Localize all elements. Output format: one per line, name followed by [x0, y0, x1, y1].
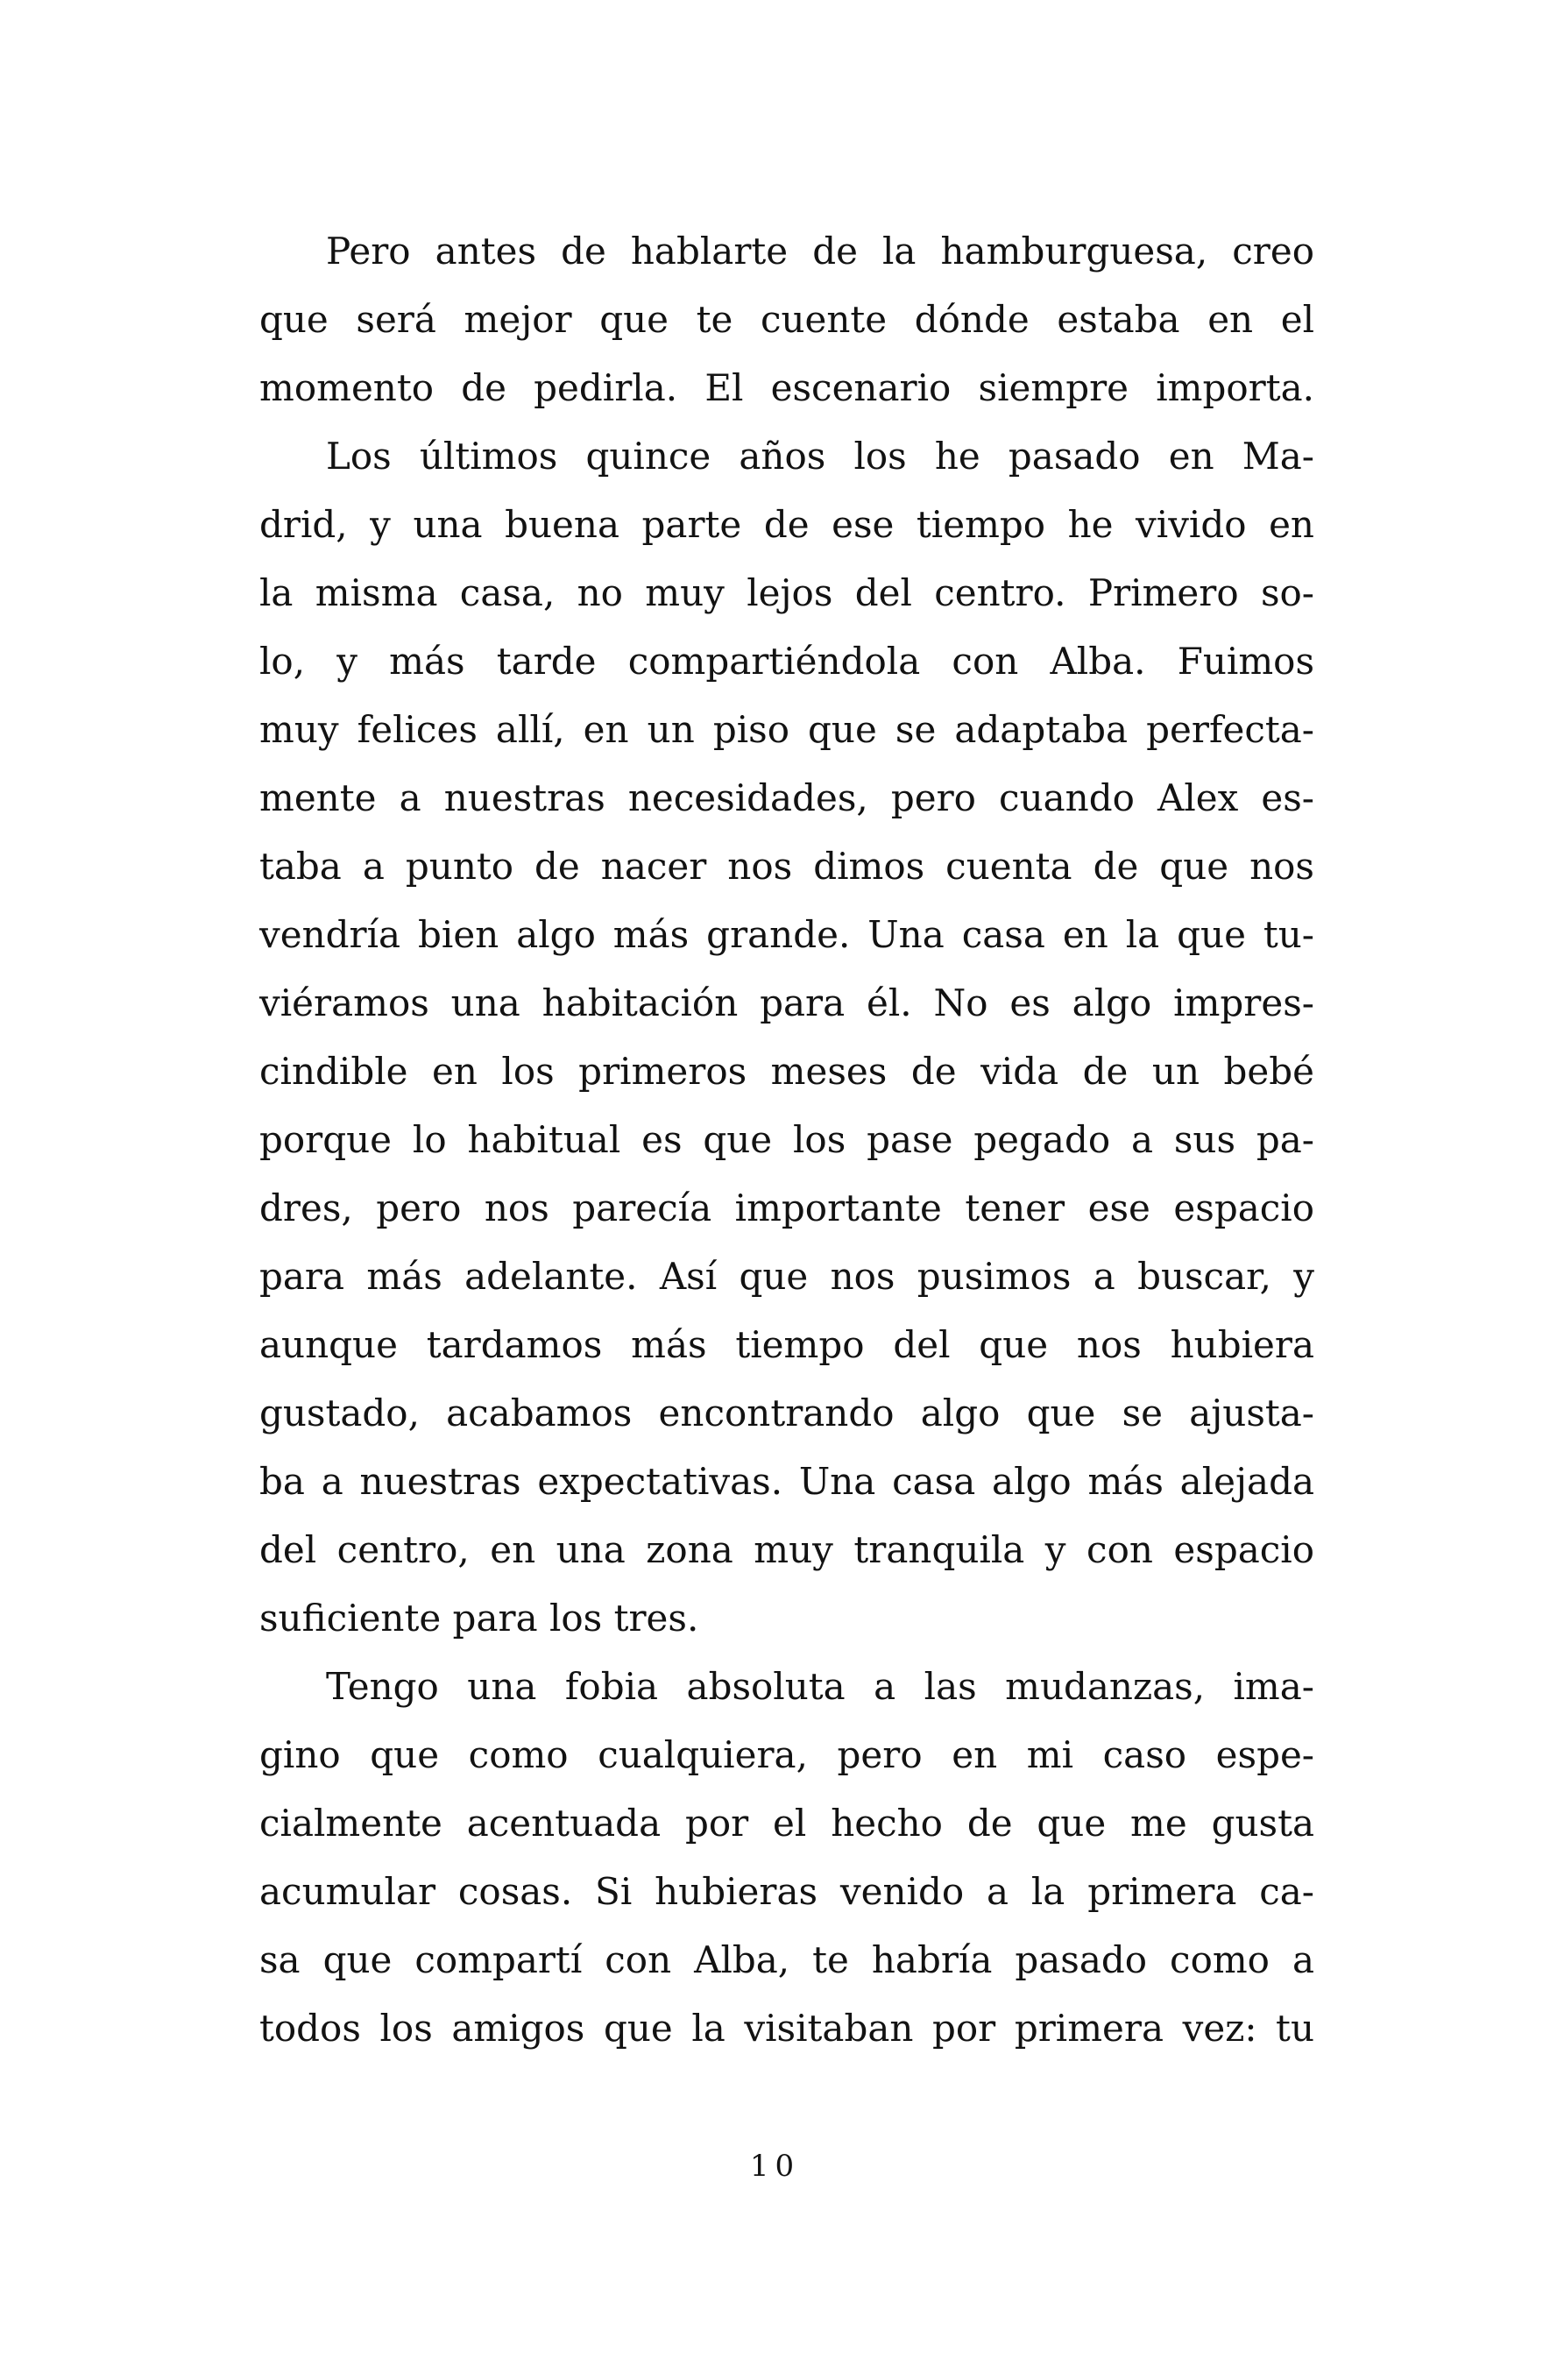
text-line: drid, y una buena parte de ese tiempo he vivido en: [259, 503, 1314, 546]
text-line: acumular cosas. Si hubieras venido a la primera ca-: [259, 1870, 1314, 1913]
text-line: que será mejor que te cuente dónde estaba en el: [259, 298, 1314, 341]
paragraph: [259, 422, 1314, 1653]
text-line: lo, y más tarde compartiéndola con Alba. Fuimos: [259, 640, 1314, 683]
text-line: ba a nuestras expectativas. Una casa algo más alejada: [259, 1460, 1314, 1503]
text-line: Tengo una fobia absoluta a las mudanzas, ima-: [326, 1665, 1314, 1708]
text-line: aunque tardamos más tiempo del que nos hubiera: [259, 1323, 1314, 1366]
text-line: momento de pedirla. El escenario siempre importa.: [259, 366, 1314, 409]
text-line: la misma casa, no muy lejos del centro. Primero so-: [259, 571, 1314, 614]
paragraph: [259, 1653, 1314, 2063]
text-line: todos los amigos que la visitaban por primera vez: tu: [259, 2007, 1314, 2050]
text-block: [259, 217, 1314, 2063]
text-line: dres, pero nos parecía importante tener ese espacio: [259, 1186, 1314, 1229]
paragraph: [259, 217, 1314, 422]
text-line: viéramos una habitación para él. No es algo impres-: [259, 981, 1314, 1024]
text-line: porque lo habitual es que los pase pegado a sus pa-: [259, 1118, 1314, 1161]
text-line: del centro, en una zona muy tranquila y con espacio: [259, 1528, 1314, 1571]
text-line: mente a nuestras necesidades, pero cuando Alex es-: [259, 776, 1314, 819]
text-line: muy felices allí, en un piso que se adaptaba perfecta-: [259, 708, 1314, 751]
text-line: Pero antes de hablarte de la hamburguesa, creo: [326, 230, 1314, 273]
text-line: sa que compartí con Alba, te habría pasado como a: [259, 1938, 1314, 1981]
text-line: gino que como cualquiera, pero en mi caso espe-: [259, 1733, 1314, 1776]
text-line: suficiente para los tres.: [259, 1597, 699, 1640]
text-line: taba a punto de nacer nos dimos cuenta de que nos: [259, 845, 1314, 888]
text-line: gustado, acabamos encontrando algo que se ajusta-: [259, 1392, 1314, 1434]
page-number: 10: [749, 2149, 801, 2184]
text-line: para más adelante. Así que nos pusimos a buscar, y: [259, 1255, 1314, 1298]
text-line: cindible en los primeros meses de vida de un bebé: [259, 1050, 1314, 1093]
text-line: Los últimos quince años los he pasado en Ma-: [326, 435, 1314, 478]
text-line: cialmente acentuada por el hecho de que me gusta: [259, 1802, 1314, 1845]
text-line: vendría bien algo más grande. Una casa en la que tu-: [259, 913, 1314, 956]
